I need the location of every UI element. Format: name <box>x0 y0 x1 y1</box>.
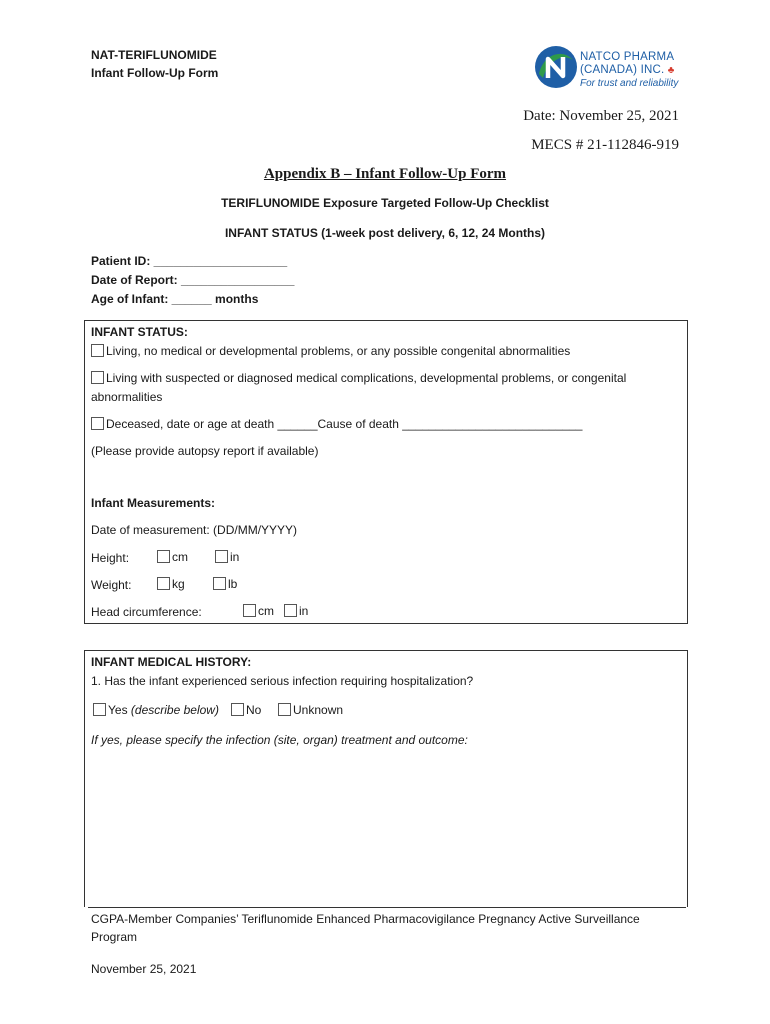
date-of-report-field[interactable]: Date of Report: _________________ <box>91 273 295 287</box>
maple-leaf-icon: ♣ <box>667 65 675 76</box>
checkbox[interactable] <box>215 550 228 563</box>
head-circumference-label: Head circumference: <box>91 605 202 619</box>
weight-kg-option[interactable]: kg <box>157 575 185 593</box>
header-product: NAT-TERIFLUNOMIDE <box>91 48 217 62</box>
height-cm-option[interactable]: cm <box>157 548 188 566</box>
logo-tagline: For trust and reliability <box>580 78 679 89</box>
checkbox[interactable] <box>243 604 256 617</box>
height-label: Height: <box>91 551 130 565</box>
header-form-name: Infant Follow-Up Form <box>91 66 219 80</box>
status-subtitle: INFANT STATUS (1-week post delivery, 6, 12, 24 Months) <box>224 226 546 240</box>
mecs-number: MECS # 21-112846-919 <box>531 137 679 153</box>
checkbox[interactable] <box>93 703 106 716</box>
weight-label: Weight: <box>91 578 132 592</box>
autopsy-note: (Please provide autopsy report if available) <box>91 444 319 458</box>
height-in-option[interactable]: in <box>215 548 239 566</box>
checkbox[interactable] <box>91 344 104 357</box>
status-option-complications-cont: abnormalities <box>91 390 163 404</box>
specify-infection-note: If yes, please specify the infection (site, organ) treatment and outcome: <box>91 733 468 747</box>
checkbox[interactable] <box>157 550 170 563</box>
measurements-heading: Infant Measurements: <box>91 496 216 510</box>
checkbox[interactable] <box>284 604 297 617</box>
checkbox[interactable] <box>91 371 104 384</box>
logo-company-line1: NATCO PHARMA <box>580 51 675 63</box>
form-header <box>91 46 218 82</box>
footer-date: November 25, 2021 <box>91 962 197 976</box>
answer-yes-option[interactable]: Yes (describe below) <box>93 701 219 719</box>
answer-unknown-option[interactable]: Unknown <box>278 701 343 719</box>
weight-lb-option[interactable]: lb <box>213 575 237 593</box>
infant-status-heading: INFANT STATUS: <box>91 325 188 339</box>
medical-history-heading: INFANT MEDICAL HISTORY: <box>91 655 252 669</box>
infant-status-section <box>84 320 688 624</box>
footer-program-line1: CGPA-Member Companies’ Teriflunomide Enhanced Pharmacovigilance Pregnancy Active Surveillance <box>91 912 640 926</box>
age-of-infant-field[interactable]: Age of Infant: ______ months <box>91 292 259 306</box>
form-date: Date: November 25, 2021 <box>523 108 679 124</box>
status-option-living-complications[interactable]: Living with suspected or diagnosed medical complications, developmental problems, or congenital <box>91 369 626 387</box>
status-option-deceased[interactable]: Deceased, date or age at death ______Cause of death ___________________________ <box>91 415 582 433</box>
answer-no-option[interactable]: No <box>231 701 261 719</box>
footer-divider <box>88 907 686 908</box>
patient-id-field[interactable]: Patient ID: ____________________ <box>91 254 288 268</box>
natco-n-logo-icon <box>533 44 579 90</box>
checkbox[interactable] <box>213 577 226 590</box>
checkbox[interactable] <box>278 703 291 716</box>
checkbox[interactable] <box>231 703 244 716</box>
status-option-living-healthy[interactable]: Living, no medical or developmental problems, or any possible congenital abnormalities <box>91 342 570 360</box>
medical-history-section <box>84 650 688 907</box>
page-title: Appendix B – Infant Follow-Up Form <box>263 166 507 182</box>
checkbox[interactable] <box>157 577 170 590</box>
checkbox[interactable] <box>91 417 104 430</box>
measurement-date-label: Date of measurement: (DD/MM/YYYY) <box>91 523 298 537</box>
logo-company-line2: (CANADA) INC. ♣ <box>580 64 675 76</box>
question-1: 1. Has the infant experienced serious infection requiring hospitalization? <box>91 674 474 688</box>
checklist-subtitle: TERIFLUNOMIDE Exposure Targeted Follow-Up Checklist <box>221 196 549 210</box>
head-cm-option[interactable]: cm <box>243 602 274 620</box>
head-in-option[interactable]: in <box>284 602 308 620</box>
footer-program-line2: Program <box>91 930 138 944</box>
natco-logo <box>533 42 683 92</box>
footer-program <box>91 910 691 946</box>
